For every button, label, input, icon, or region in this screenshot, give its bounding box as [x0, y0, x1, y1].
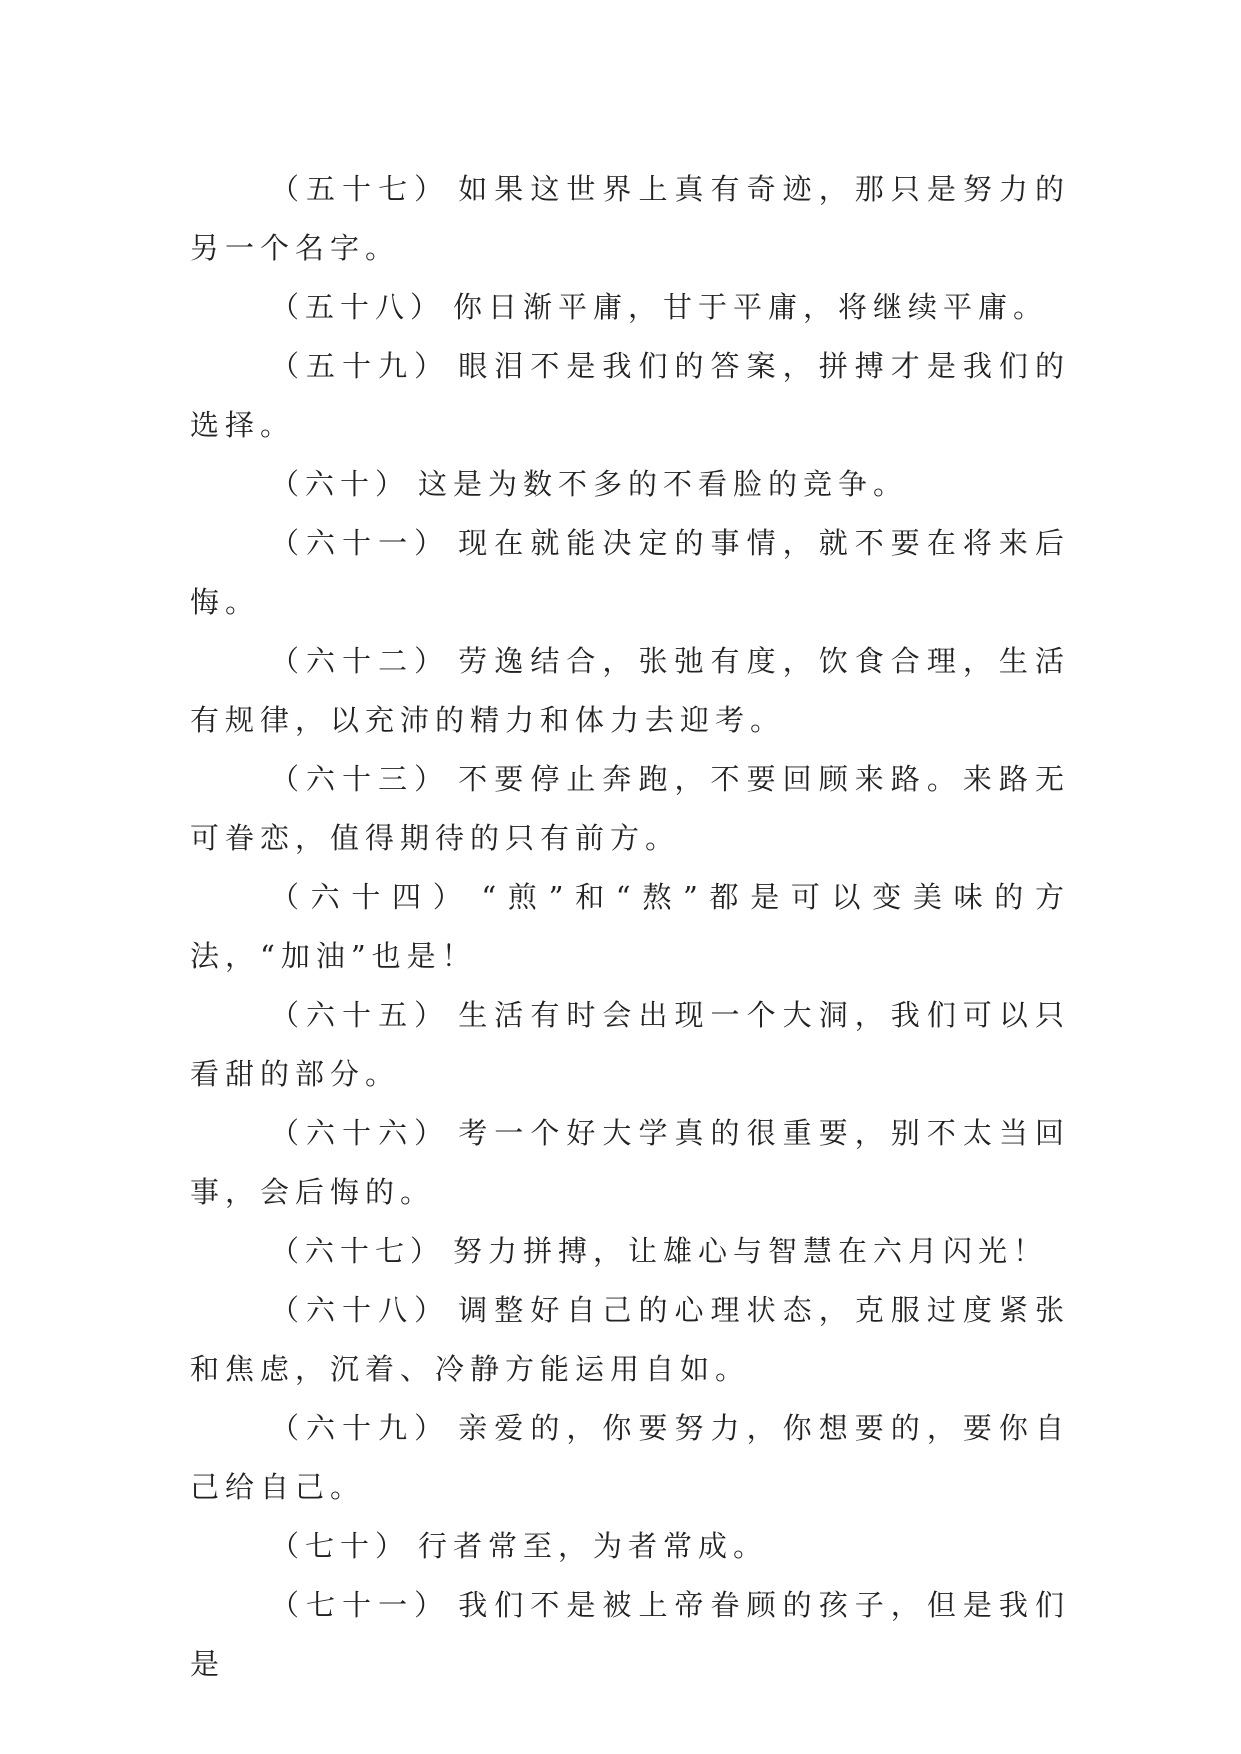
paragraph-number: （六十一） — [270, 526, 451, 560]
paragraph-number: （六十三） — [270, 762, 451, 796]
paragraph-69 — [190, 1399, 1070, 1517]
paragraph-number: （六十二） — [270, 644, 451, 678]
paragraph-text: 这是为数不多的不看脸的竞争。 — [418, 467, 909, 501]
paragraph-text: 劳逸结合，张弛有度，饮食合理，生活有规律，以充沛的精力和体力去迎考。 — [190, 644, 1070, 737]
paragraph-text: 生活有时会出现一个大洞，我们可以只看甜的部分。 — [190, 998, 1070, 1091]
paragraph-59 — [190, 337, 1070, 455]
paragraph-text: 不要停止奔跑，不要回顾来路。来路无可眷恋，值得期待的只有前方。 — [190, 762, 1070, 855]
paragraph-number: （六十四） — [270, 880, 474, 914]
paragraph-65 — [190, 986, 1070, 1104]
paragraph-63 — [190, 750, 1070, 868]
paragraph-62 — [190, 632, 1070, 750]
paragraph-number: （六十五） — [270, 998, 451, 1032]
paragraph-text: “煎”和“熬”都是可以变美味的方法，“加油”也是！ — [190, 880, 1070, 973]
paragraph-number: （六十九） — [270, 1411, 451, 1445]
paragraph-number: （六十） — [270, 467, 411, 501]
paragraph-61 — [190, 514, 1070, 632]
paragraph-text: 如果这世界上真有奇迹，那只是努力的另一个名字。 — [190, 172, 1070, 265]
paragraph-text: 行者常至，为者常成。 — [418, 1529, 769, 1563]
paragraph-number: （五十九） — [270, 349, 451, 383]
paragraph-number: （六十七） — [270, 1234, 446, 1268]
paragraph-66 — [190, 1104, 1070, 1222]
paragraph-number: （五十七） — [270, 172, 451, 206]
paragraph-number: （七十一） — [270, 1588, 451, 1622]
paragraph-58 — [190, 278, 1070, 337]
paragraph-text: 我们不是被上帝眷顾的孩子，但是我们是 — [190, 1588, 1070, 1681]
paragraph-text: 你日渐平庸，甘于平庸，将继续平庸。 — [453, 290, 1049, 324]
paragraph-text: 努力拼搏，让雄心与智慧在六月闪光！ — [453, 1234, 1049, 1268]
paragraph-57 — [190, 160, 1070, 278]
paragraph-text: 眼泪不是我们的答案，拼搏才是我们的选择。 — [190, 349, 1070, 442]
document-body — [190, 160, 1070, 1694]
paragraph-text: 考一个好大学真的很重要，别不太当回事，会后悔的。 — [190, 1116, 1070, 1209]
paragraph-71 — [190, 1576, 1070, 1694]
paragraph-number: （六十六） — [270, 1116, 451, 1150]
paragraph-67 — [190, 1222, 1070, 1281]
paragraph-60 — [190, 455, 1070, 514]
paragraph-number: （五十八） — [270, 290, 446, 324]
paragraph-text: 亲爱的，你要努力，你想要的，要你自己给自己。 — [190, 1411, 1070, 1504]
paragraph-text: 调整好自己的心理状态，克服过度紧张和焦虑，沉着、冷静方能运用自如。 — [190, 1293, 1070, 1386]
paragraph-number: （六十八） — [270, 1293, 451, 1327]
paragraph-number: （七十） — [270, 1529, 411, 1563]
paragraph-70 — [190, 1517, 1070, 1576]
paragraph-text: 现在就能决定的事情，就不要在将来后悔。 — [190, 526, 1070, 619]
paragraph-64 — [190, 868, 1070, 986]
paragraph-68 — [190, 1281, 1070, 1399]
